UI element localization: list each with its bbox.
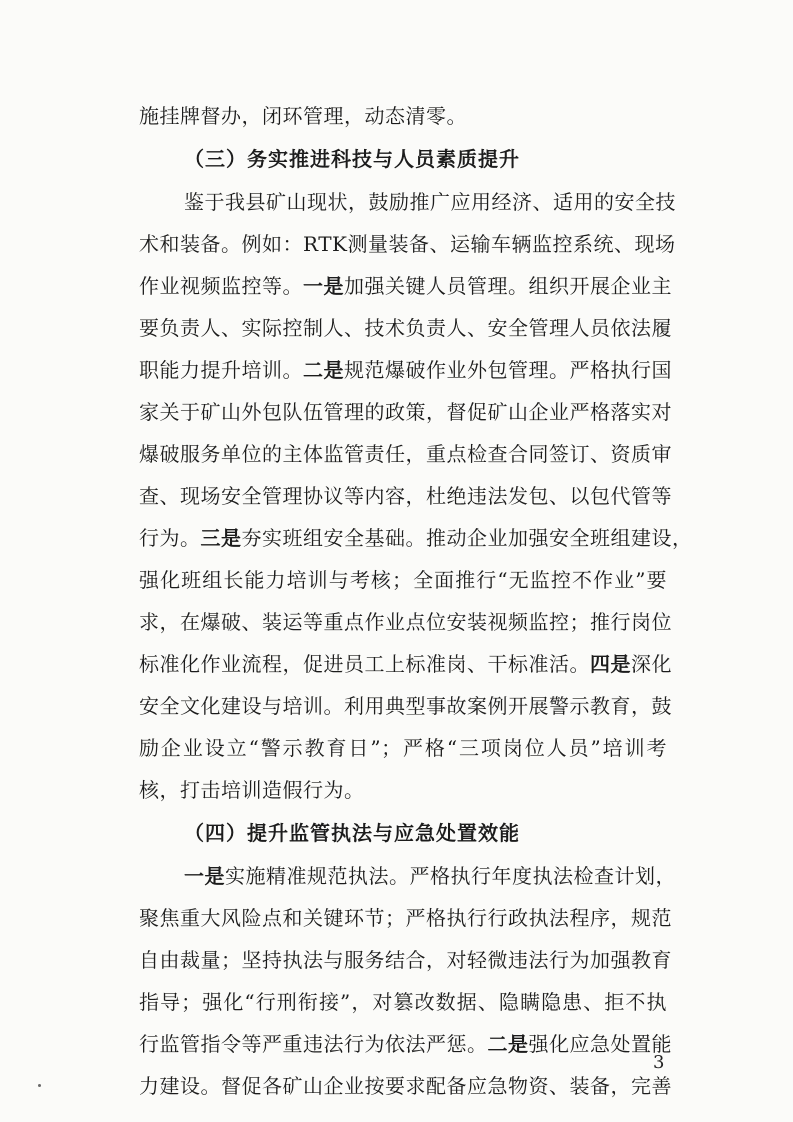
- body-text-line: 励企业设立“警示教育日”；严格“三项岗位人员”培训考: [139, 736, 667, 760]
- section-heading-4: （四）提升监管执法与应急处置效能: [184, 821, 520, 845]
- body-text-line: 施挂牌督办，闭环管理，动态清零。: [139, 104, 467, 128]
- body-text-line: 指导；强化“行刑衔接”，对篡改数据、隐瞒隐患、拒不执: [139, 990, 667, 1014]
- body-text-line: 家关于矿山外包队伍管理的政策，督促矿山企业严格落实对: [139, 400, 672, 424]
- body-text-line: 标准化作业流程，促进员工上标准岗、干标准活。四是深化: [139, 652, 672, 676]
- body-text-line: 职能力提升培训。二是规范爆破作业外包管理。严格执行国: [139, 358, 672, 382]
- bold-marker: 二是: [487, 1032, 529, 1056]
- scan-speck: [38, 1084, 41, 1087]
- body-text-line: 求，在爆破、装运等重点作业点位安装视频监控；推行岗位: [139, 610, 672, 634]
- body-text-line: 自由裁量；坚持执法与服务结合，对轻微违法行为加强教育: [139, 948, 672, 972]
- body-text-line: 作业视频监控等。一是加强关键人员管理。组织开展企业主: [139, 274, 672, 298]
- body-text-line: 查、现场安全管理协议等内容，杜绝违法发包、以包代管等: [139, 484, 672, 508]
- body-text-line: 聚焦重大风险点和关键环节；严格执行行政执法程序，规范: [139, 906, 672, 930]
- body-text-line: 行为。三是夯实班组安全基础。推动企业加强安全班组建设，: [139, 526, 693, 550]
- body-text-line: 术和装备。例如：RTK测量装备、运输车辆监控系统、现场: [139, 232, 676, 256]
- body-text-line: 一是实施精准规范执法。严格执行年度执法检查计划，: [184, 864, 676, 888]
- bold-marker: 四是: [590, 652, 631, 676]
- body-text-line: 爆破服务单位的主体监管责任，重点检查合同签订、资质审: [139, 442, 672, 466]
- body-text-line: 强化班组长能力培训与考核；全面推行“无监控不作业”要: [139, 568, 667, 592]
- body-text-line: 要负责人、实际控制人、技术负责人、安全管理人员依法履: [139, 316, 672, 340]
- body-text-line: 安全文化建设与培训。利用典型事故案例开展警示教育，鼓: [139, 694, 672, 718]
- section-heading-3: （三）务实推进科技与人员素质提升: [184, 147, 520, 171]
- body-text-line: 力建设。督促各矿山企业按要求配备应急物资、装备，完善: [139, 1074, 672, 1098]
- body-text-line: 鉴于我县矿山现状，鼓励推广应用经济、适用的安全技: [184, 190, 676, 214]
- bold-marker: 二是: [303, 358, 344, 382]
- bold-marker: 三是: [200, 526, 242, 550]
- body-text-line: 核，打击培训造假行为。: [139, 778, 365, 802]
- body-text-line: 行监管指令等严重违法行为依法严惩。二是强化应急处置能: [139, 1032, 672, 1056]
- bold-marker: 一是: [184, 864, 225, 888]
- bold-marker: 一是: [303, 274, 344, 298]
- page-number: 3: [653, 1052, 665, 1073]
